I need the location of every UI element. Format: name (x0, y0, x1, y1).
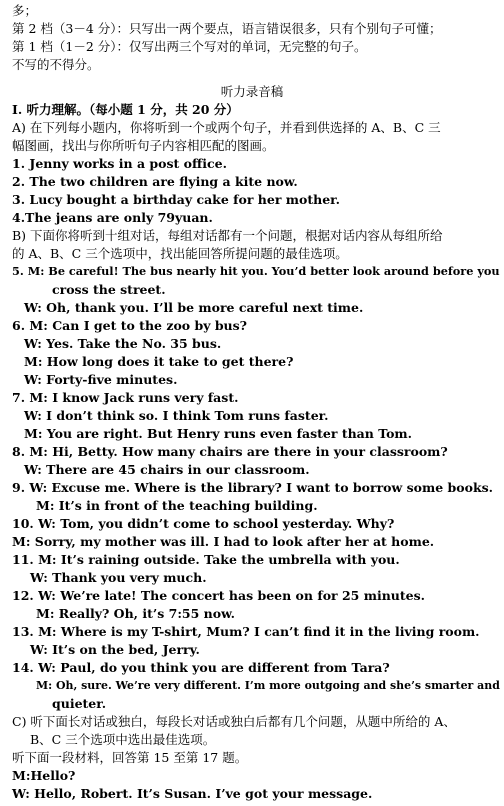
script-line: W: Thank you very much. (30, 570, 207, 585)
script-line: 11. M: It’s raining outside. Take the umbrella with you. (12, 552, 400, 567)
script-line: 14. W: Paul, do you think you are different from Tara? (12, 660, 390, 675)
script-line: W: Yes. Take the No. 35 bus. (24, 336, 222, 351)
script-line: 4.The jeans are only 79yuan. (12, 210, 213, 225)
script-line: 10. W: Tom, you didn’t come to school yesterday. Why? (12, 516, 395, 531)
script-line: 13. M: Where is my T-shirt, Mum? I can’t find it in the living room. (12, 624, 480, 639)
script-line: W: It’s on the bed, Jerry. (30, 642, 200, 657)
script-line: W: Oh, thank you. I’ll be more careful next time. (24, 300, 364, 315)
script-line: cross the street. (52, 282, 166, 297)
script-line: W: I don’t think so. I think Tom runs faster. (24, 408, 329, 423)
script-line: 3. Lucy bought a birthday cake for her mother. (12, 192, 340, 207)
script-line: 12. W: We’re late! The concert has been on for 25 minutes. (12, 588, 425, 603)
script-line: W: There are 45 chairs in our classroom. (24, 462, 310, 477)
text-line: 第 2 档（3－4 分）：只写出一两个要点，语言错误很多，只有个别句子可懂； (12, 21, 442, 36)
instruction-line: B、C 三个选项中选出最佳选项。 (30, 732, 216, 747)
script-line: quieter. (52, 696, 107, 711)
script-line: 6. M: Can I get to the zoo by bus? (12, 318, 248, 333)
script-line: 9. W: Excuse me. Where is the library? I want to borrow some books. (12, 480, 493, 495)
script-line: M: It’s in front of the teaching building. (36, 498, 318, 513)
script-line: M: Really? Oh, it’s 7:55 now. (36, 606, 235, 621)
script-line: M:Hello? (12, 768, 76, 783)
instruction-line: 的 A、B、C 三个选项中，找出能回答所提问题的最佳选项。 (12, 246, 348, 261)
section-heading: Ⅰ. 听力理解。（每小题 1 分，共 20 分） (12, 102, 239, 117)
script-line: 5. M: Be careful! The bus nearly hit you. You’d better look around before you (12, 264, 500, 278)
script-line: 8. M: Hi, Betty. How many chairs are there in your classroom? (12, 444, 448, 459)
instruction-line: A) 在下列每小题内，你将听到一个或两个句子，并看到供选择的 A、B、C 三 (12, 120, 441, 135)
text-line: 多； (12, 3, 38, 18)
text-line: 不写的不得分。 (12, 57, 100, 72)
script-line: M: Sorry, my mother was ill. I had to look after her at home. (12, 534, 435, 549)
script-line: W: Hello, Robert. It’s Susan. I’ve got your message. (12, 786, 373, 801)
instruction-line: 听下面一段材料，回答第 15 至第 17 题。 (12, 750, 248, 765)
section-title: 听力录音稿 (220, 84, 284, 99)
instruction-line: C) 听下面长对话或独白，每段长对话或独白后都有几个问题，从题中所给的 A、 (12, 714, 456, 729)
script-line: 2. The two children are flying a kite now. (12, 174, 298, 189)
script-line: 1. Jenny works in a post office. (12, 156, 227, 171)
script-line: M: Oh, sure. We’re very different. I’m more outgoing and she’s smarter and (36, 679, 500, 692)
script-line: 7. M: I know Jack runs very fast. (12, 390, 239, 405)
script-line: M: How long does it take to get there? (24, 354, 294, 369)
instruction-line: B) 下面你将听到十组对话，每组对话都有一个问题，根据对话内容从每组所给 (12, 228, 443, 243)
script-line: W: Forty-five minutes. (24, 372, 178, 387)
text-line: 第 1 档（1－2 分）：仅写出两三个写对的单词，无完整的句子。 (12, 39, 367, 54)
instruction-line: 幅图画，找出与你所听句子内容相匹配的图画。 (12, 138, 275, 153)
script-line: M: You are right. But Henry runs even faster than Tom. (24, 426, 413, 441)
